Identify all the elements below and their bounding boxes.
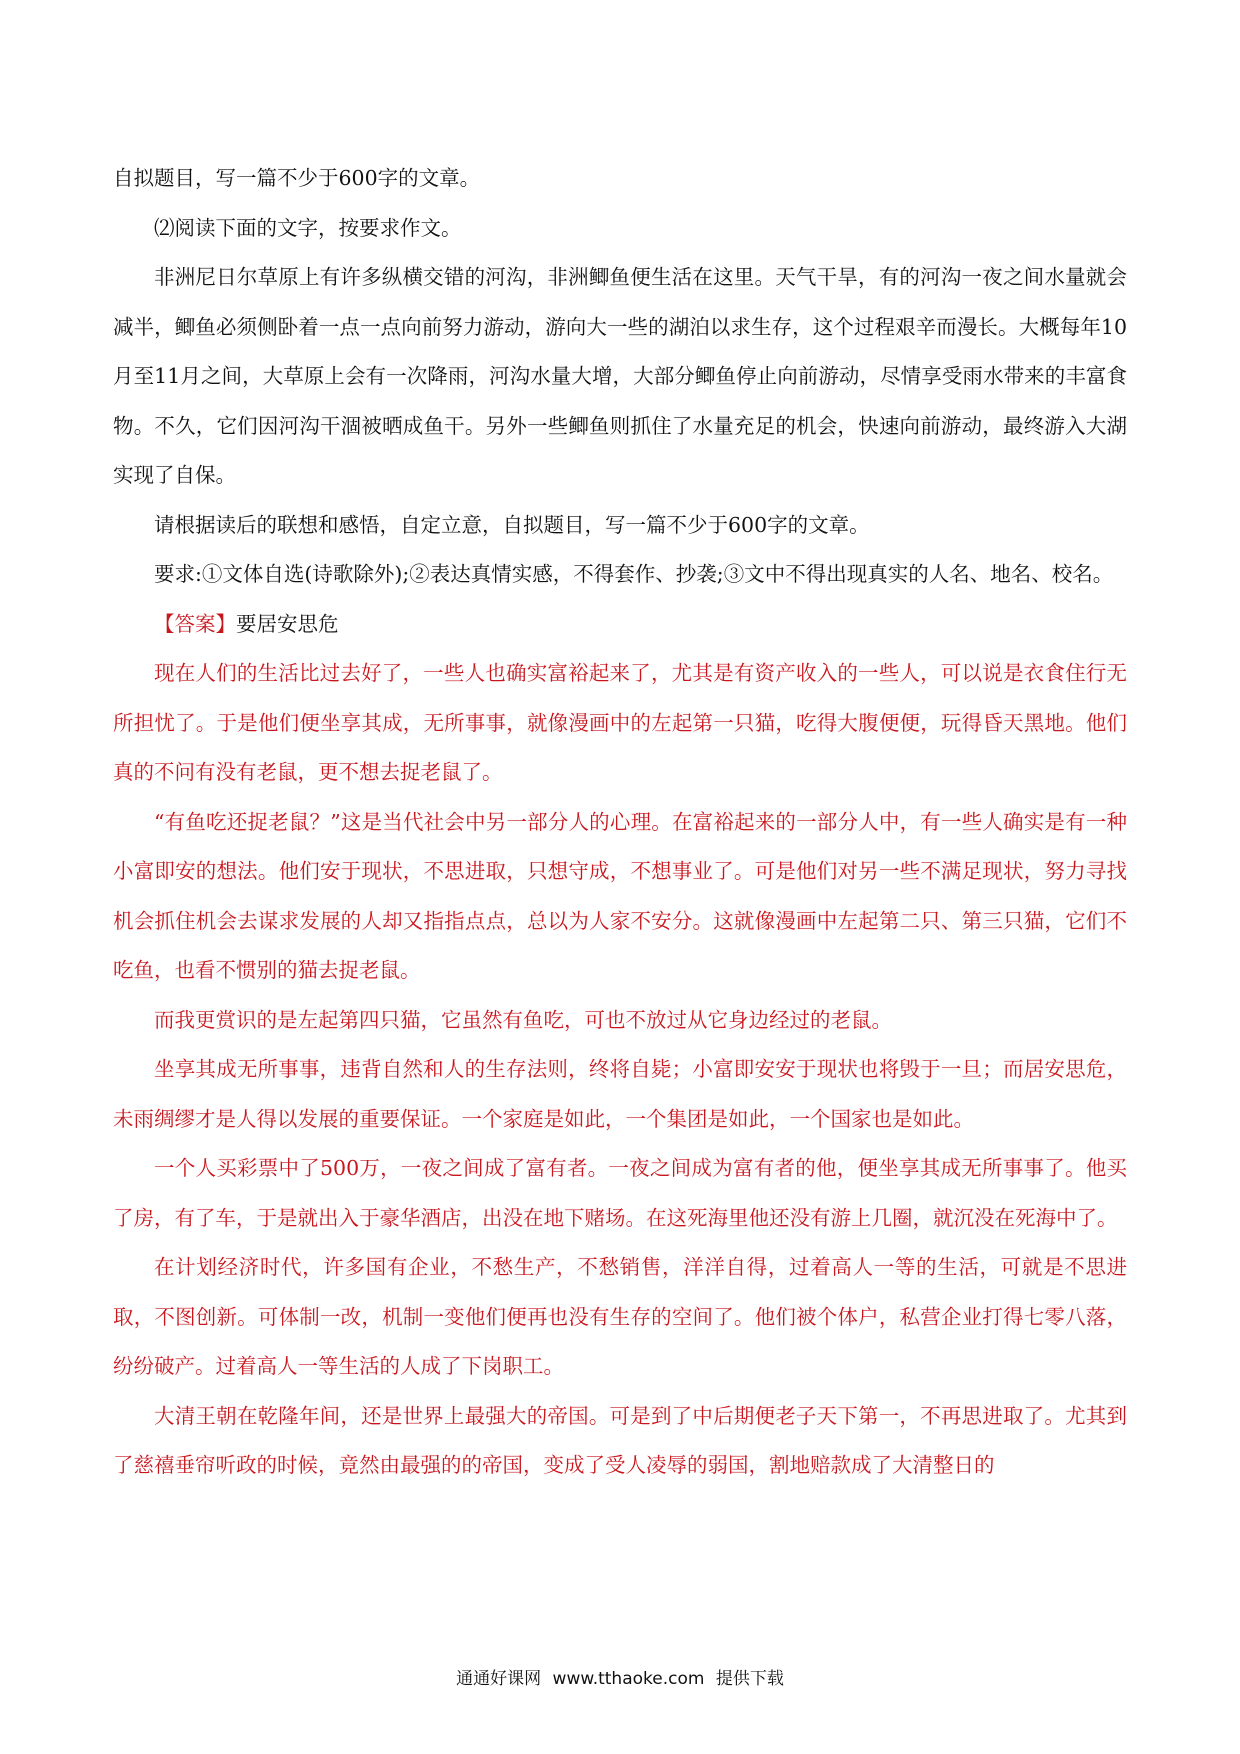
answer-paragraph: 大清王朝在乾隆年间，还是世界上最强大的帝国。可是到了中后期便老子天下第一，不再思进取了。尤其到了慈禧垂帘听政的时候，竟然由最强的的帝国，变成了受人凌辱的弱国，割地赔款成了大清整日的 bbox=[113, 1403, 1127, 1477]
answer-title: 要居安思危 bbox=[236, 611, 339, 636]
answer-paragraph: 坐享其成无所事事，违背自然和人的生存法则，终将自毙；小富即安安于现状也将毁于一旦；而居安思危，未雨绸缪才是人得以发展的重要保证。一个家庭是如此，一个集团是如此，一个国家也是如此。 bbox=[113, 1057, 1127, 1131]
prompt-material: 非洲尼日尔草原上有许多纵横交错的河沟，非洲鲫鱼便生活在这里。天气干旱，有的河沟一夜之间水量就会减半，鲫鱼必须侧卧着一点一点向前努力游动，游向大一些的湖泊以求生存，这个过程艰辛而漫长。大概每年10月至11月之间，大草原上会有一次降雨，河沟水量大增，大部分鲫鱼停止向前游动，尽情享受雨水带来的丰富食物。不久，它们因河沟干涸被晒成鱼干。另外一些鲫鱼则抓住了水量充足的机会，快速向前游动，最终游入大湖实现了自保。 bbox=[113, 265, 1127, 487]
prompt-requirements: 要求:①文体自选(诗歌除外);②表达真情实感，不得套作、抄袭;③文中不得出现真实的人名、地名、校名。 bbox=[154, 562, 1114, 586]
answer-paragraph: 一个人买彩票中了500万，一夜之间成了富有者。一夜之间成为富有者的他，便坐享其成无所事事了。他买了房，有了车，于是就出入于豪华酒店，出没在地下赌场。在这死海里他还没有游上几圈，就沉没在死海中了。 bbox=[113, 1156, 1127, 1230]
answer-heading bbox=[113, 600, 1127, 650]
answer-paragraph: 而我更赏识的是左起第四只猫，它虽然有鱼吃，可也不放过从它身边经过的老鼠。 bbox=[154, 1007, 892, 1032]
answer-paragraph: 现在人们的生活比过去好了，一些人也确实富裕起来了，尤其是有资产收入的一些人，可以说是衣食住行无所担忧了。于是他们便坐享其成，无所事事，就像漫画中的左起第一只猫，吃得大腹便便，玩得昏天黑地。他们真的不问有没有老鼠，更不想去捉老鼠了。 bbox=[113, 661, 1127, 784]
answer-paragraph: 在计划经济时代，许多国有企业，不愁生产，不愁销售，洋洋自得，过着高人一等的生活，可就是不思进取，不图创新。可体制一改，机制一变他们便再也没有生存的空间了。他们被个体户，私营企业打得七零八落，纷纷破产。过着高人一等生活的人成了下岗职工。 bbox=[113, 1255, 1127, 1378]
document-body bbox=[113, 154, 1127, 1491]
prompt-subquestion: ⑵阅读下面的文字，按要求作文。 bbox=[154, 215, 462, 240]
prompt-instruction: 请根据读后的联想和感悟，自定立意，自拟题目，写一篇不少于600字的文章。 bbox=[154, 512, 870, 537]
page-footer: 通通好课网 www.tthaoke.com 提供下载 bbox=[456, 1669, 784, 1689]
answer-label: 【答案】 bbox=[154, 611, 236, 636]
answer-paragraph: “有鱼吃还捉老鼠？”这是当代社会中另一部分人的心理。在富裕起来的一部分人中，有一些人确实是有一种小富即安的想法。他们安于现状，不思进取，只想守成，不想事业了。可是他们对另一些不满足现状，努力寻找机会抓住机会去谋求发展的人却又指指点点，总以为人家不安分。这就像漫画中左起第二只、第三只猫，它们不吃鱼，也看不惯别的猫去捉老鼠。 bbox=[113, 809, 1127, 982]
prompt-line-continuation: 自拟题目，写一篇不少于600字的文章。 bbox=[113, 166, 481, 190]
